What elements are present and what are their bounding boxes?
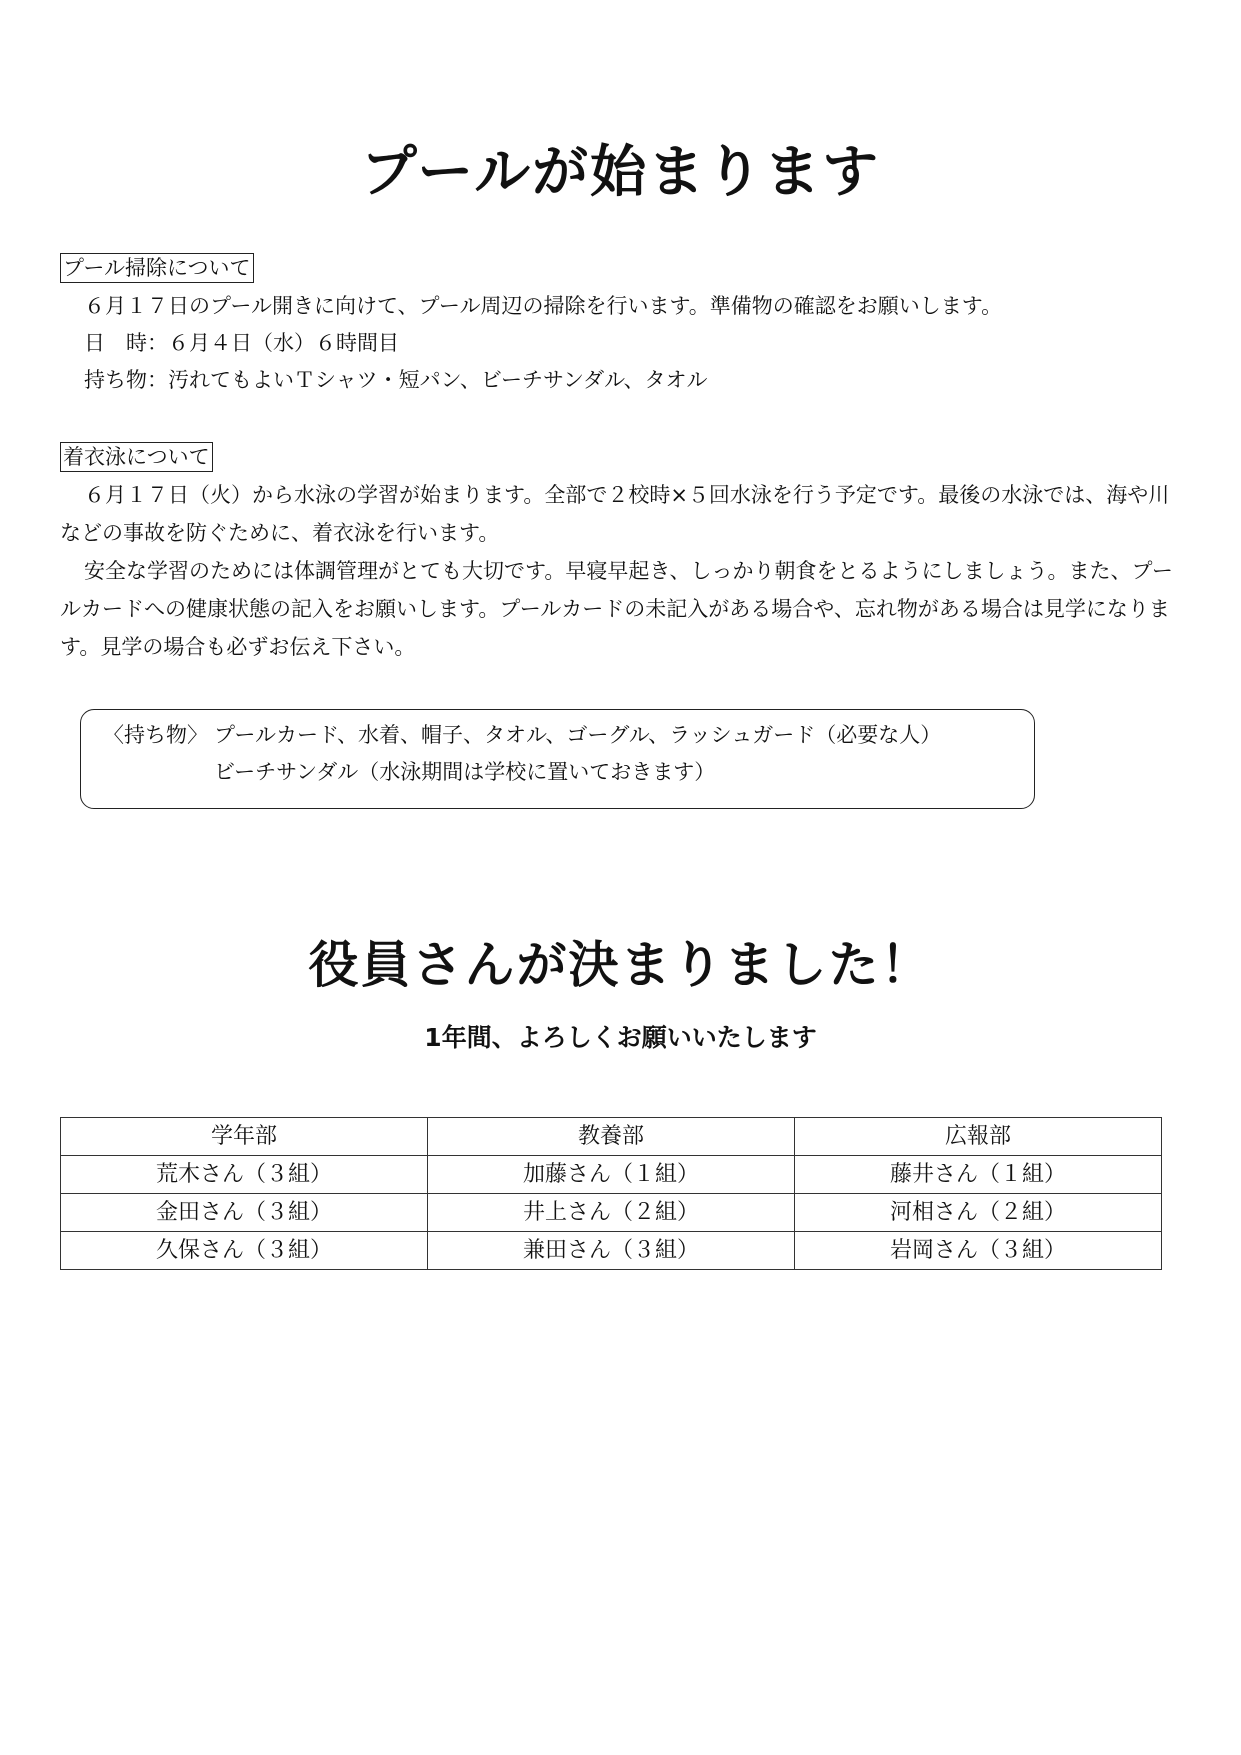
table-header-cell: 広報部	[795, 1118, 1162, 1156]
cleaning-date-text: 日 時：６月４日（水）６時間目	[84, 331, 399, 355]
cleaning-heading: プール掃除について	[60, 253, 254, 283]
cleaning-items-text: 持ち物：汚れてもよいＴシャツ・短パン、ビーチサンダル、タオル	[84, 368, 708, 392]
items-box-label: 〈持ち物〉	[103, 723, 208, 747]
cleaning-intro-text: ６月１７日のプール開きに向けて、プール周辺の掃除を行います。準備物の確認をお願いします。	[84, 294, 1003, 318]
table-cell: 荒木さん（３組）	[61, 1156, 428, 1194]
table-cell: 兼田さん（３組）	[428, 1232, 795, 1270]
table-cell: 河相さん（２組）	[795, 1194, 1162, 1232]
table-header-row	[61, 1118, 1162, 1156]
table-cell: 藤井さん（１組）	[795, 1156, 1162, 1194]
table-header-cell: 教養部	[428, 1118, 795, 1156]
table-row	[61, 1156, 1162, 1194]
items-box-line-2: ビーチサンダル（水泳期間は学校に置いておきます）	[214, 760, 716, 784]
clothes-swim-heading: 着衣泳について	[60, 442, 213, 472]
pool-title: プールが始まります	[360, 140, 881, 205]
table-header-cell: 学年部	[61, 1118, 428, 1156]
table-cell: 岩岡さん（３組）	[795, 1232, 1162, 1270]
table-cell: 井上さん（２組）	[428, 1194, 795, 1232]
table-row	[61, 1232, 1162, 1270]
clothes-swim-paragraph-2: 安全な学習のためには体調管理がとても大切です。早寝早起き、しっかり朝食をとるようにしましょう。また、プールカードへの健康状態の記入をお願いします。プールカードの未記入がある場合や、忘れ物がある場合は見学になります。見学の場合も必ずお伝え下さい。	[60, 559, 1173, 659]
officers-table	[60, 1117, 1162, 1270]
items-box-line-1: プールカード、水着、帽子、タオル、ゴーグル、ラッシュガード（必要な人）	[214, 723, 942, 747]
table-row	[61, 1194, 1162, 1232]
table-cell: 久保さん（３組）	[61, 1232, 428, 1270]
clothes-swim-paragraph-1: ６月１７日（火）から水泳の学習が始まります。全部で２校時×５回水泳を行う予定です。最後の水泳では、海や川などの事故を防ぐために、着衣泳を行います。	[60, 483, 1170, 545]
officers-subtitle: 1年間、よろしくお願いいたします	[424, 1023, 817, 1052]
items-box	[80, 709, 1035, 809]
table-cell: 金田さん（３組）	[61, 1194, 428, 1232]
officers-title: 役員さんが決まりました！	[308, 936, 933, 994]
table-cell: 加藤さん（１組）	[428, 1156, 795, 1194]
